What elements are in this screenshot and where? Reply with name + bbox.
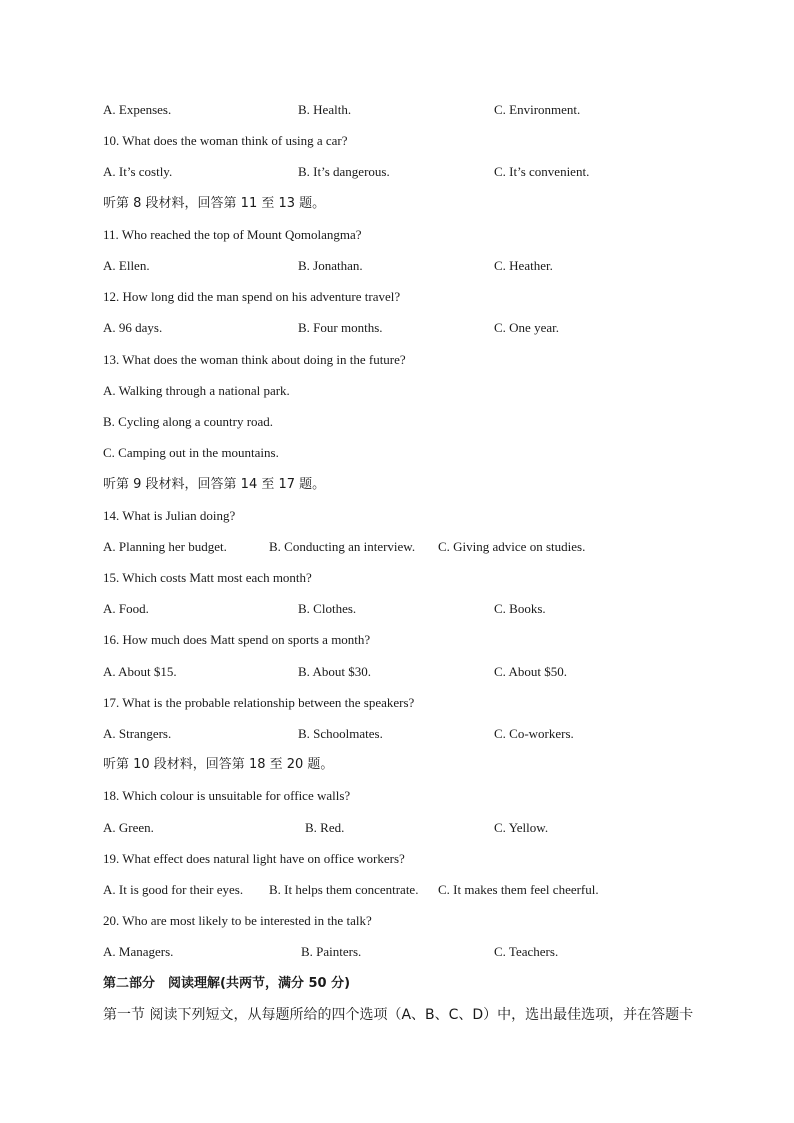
question-13-option-c: C. Camping out in the mountains.: [103, 445, 279, 460]
section-10-instruction: 听第 10 段材料，回答第 18 至 20 题。: [103, 757, 334, 772]
option-a: A. Expenses.: [103, 102, 172, 117]
option-a: A. About $15.: [103, 664, 177, 679]
option-c: C. It’s convenient.: [494, 164, 590, 179]
option-c: C. Co-workers.: [494, 726, 574, 741]
part-2-heading: 第二部分 阅读理解(共两节，满分 50 分): [103, 976, 351, 991]
option-c: C. Books.: [494, 601, 546, 616]
option-b: B. About $30.: [298, 664, 371, 679]
option-c: C. About $50.: [494, 664, 567, 679]
question-13-text: 13. What does the woman think about doing in the future?: [103, 352, 406, 367]
option-b: B. Painters.: [301, 944, 362, 959]
option-a: A. It is good for their eyes.: [103, 882, 244, 897]
option-a: A. Food.: [103, 601, 149, 616]
part-2-section-1-instruction: 第一节 阅读下列短文，从每题所给的四个选项（A、B、C、D）中，选出最佳选项，并在答题卡: [103, 1007, 694, 1023]
option-a: A. 96 days.: [103, 320, 163, 335]
option-a: A. Ellen.: [103, 258, 150, 273]
question-13-option-a: A. Walking through a national park.: [103, 383, 290, 398]
option-b: B. Health.: [298, 102, 352, 117]
option-b: B. Clothes.: [298, 601, 357, 616]
question-10-text: 10. What does the woman think of using a car?: [103, 133, 348, 148]
question-20-text: 20. Who are most likely to be interested in the talk?: [103, 913, 372, 928]
option-c: C. Giving advice on studies.: [438, 539, 586, 554]
question-15-text: 15. Which costs Matt most each month?: [103, 570, 312, 585]
question-19-text: 19. What effect does natural light have on office workers?: [103, 851, 405, 866]
question-13-option-b: B. Cycling along a country road.: [103, 414, 274, 429]
option-c: C. Teachers.: [494, 944, 559, 959]
option-c: C. Heather.: [494, 258, 553, 273]
question-11-text: 11. Who reached the top of Mount Qomolangma?: [103, 227, 362, 242]
option-c: C. Yellow.: [494, 820, 549, 835]
option-a: A. Managers.: [103, 944, 174, 959]
question-18-text: 18. Which colour is unsuitable for office walls?: [103, 788, 351, 803]
option-b: B. Red.: [305, 820, 345, 835]
option-a: A. Green.: [103, 820, 154, 835]
section-9-instruction: 听第 9 段材料，回答第 14 至 17 题。: [103, 477, 326, 492]
option-b: B. Jonathan.: [298, 258, 363, 273]
option-c: C. One year.: [494, 320, 559, 335]
option-a: A. Planning her budget.: [103, 539, 227, 554]
question-12-text: 12. How long did the man spend on his adventure travel?: [103, 289, 401, 304]
question-14-text: 14. What is Julian doing?: [103, 508, 236, 523]
option-b: B. Four months.: [298, 320, 383, 335]
option-a: A. It’s costly.: [103, 164, 173, 179]
option-b: B. Conducting an interview.: [269, 539, 416, 554]
section-8-instruction: 听第 8 段材料，回答第 11 至 13 题。: [103, 196, 326, 211]
question-17-text: 17. What is the probable relationship between the speakers?: [103, 695, 415, 710]
question-16-text: 16. How much does Matt spend on sports a month?: [103, 632, 371, 647]
option-b: B. Schoolmates.: [298, 726, 383, 741]
option-c: C. It makes them feel cheerful.: [438, 882, 599, 897]
option-a: A. Strangers.: [103, 726, 172, 741]
option-c: C. Environment.: [494, 102, 581, 117]
option-b: B. It’s dangerous.: [298, 164, 390, 179]
option-b: B. It helps them concentrate.: [269, 882, 419, 897]
